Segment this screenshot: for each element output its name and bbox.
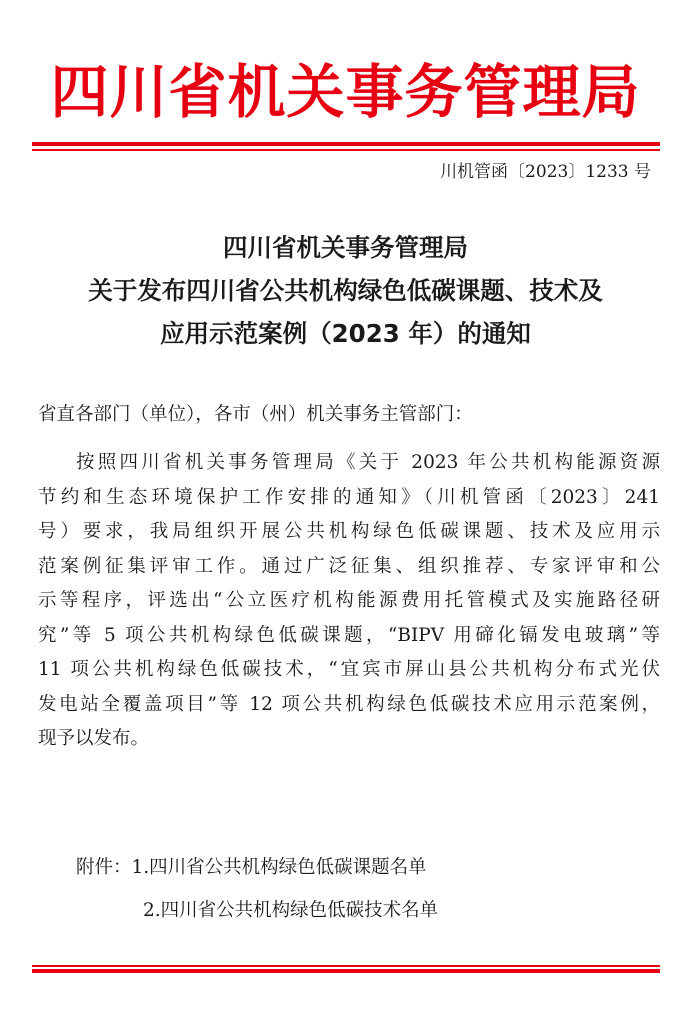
notice-title bbox=[20, 226, 671, 355]
document-number: 川机管函〔2023〕1233 号 bbox=[440, 162, 651, 182]
body-line: 示等程序，评选出“公立医疗机构能源费用托管模式及实施路径研 bbox=[38, 590, 660, 611]
header-rule-thin bbox=[32, 149, 660, 151]
title-line: 应用示范案例（2023 年）的通知 bbox=[160, 319, 531, 348]
attachment-item-text: 2.四川省公共机构绿色低碳技术名单 bbox=[143, 900, 439, 921]
title-line: 关于发布四川省公共机构绿色低碳课题、技术及 bbox=[88, 276, 603, 305]
footer-rule-thin bbox=[32, 965, 660, 967]
attachment-item bbox=[143, 896, 438, 926]
body-line: 究”等 5 项公共机构绿色低碳课题，“BIPV 用碲化镉发电玻璃”等 bbox=[38, 624, 660, 646]
body-line: 节约和生态环境保护工作安排的通知》（川机管函〔2023〕241 bbox=[38, 486, 660, 508]
body-line: 范案例征集评审工作。通过广泛征集、组织推荐、专家评审和公 bbox=[38, 555, 660, 577]
body-paragraph bbox=[38, 446, 660, 757]
footer-rule-thick bbox=[32, 969, 660, 973]
body-line: 按照四川省机关事务管理局《关于 2023 年公共机构能源资源 bbox=[76, 452, 660, 473]
attachment-label: 附件： bbox=[76, 857, 132, 878]
body-line: 现予以发布。 bbox=[38, 728, 150, 749]
body-line: 号）要求，我局组织开展公共机构绿色低碳课题、技术及应用示 bbox=[38, 521, 660, 542]
body-line: 发电站全覆盖项目”等 12 项公共机构绿色低碳技术应用示范案例， bbox=[38, 693, 660, 715]
title-line: 四川省机关事务管理局 bbox=[223, 233, 468, 262]
masthead-title: 四川省机关事务管理局 bbox=[50, 58, 641, 126]
attachment-item bbox=[76, 853, 427, 883]
attachment-item-text: 1.四川省公共机构绿色低碳课题名单 bbox=[131, 857, 427, 878]
header-rule-thick bbox=[32, 142, 660, 146]
body-line: 11 项公共机构绿色低碳技术，“宜宾市屏山县公共机构分布式光伏 bbox=[38, 659, 660, 680]
salutation: 省直各部门（单位），各市（州）机关事务主管部门： bbox=[38, 404, 473, 425]
